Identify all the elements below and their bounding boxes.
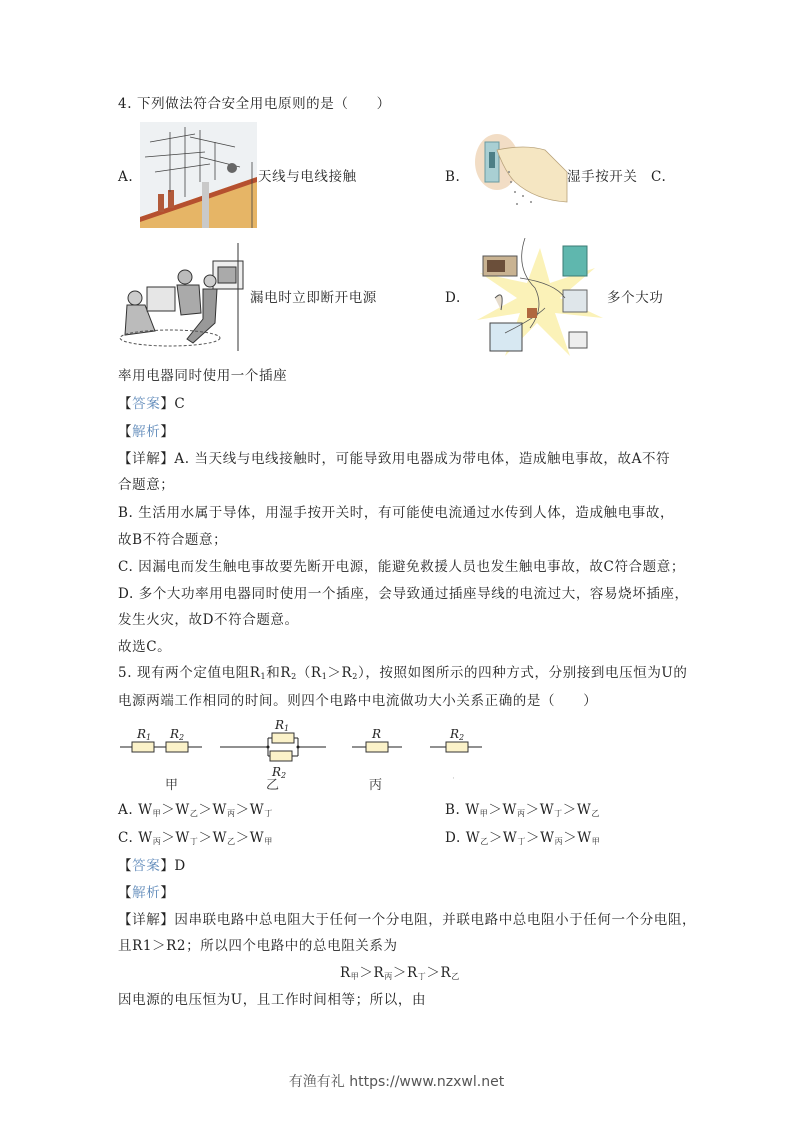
q4-option-c-letter: C. [651, 169, 667, 185]
sub: 丁 [189, 837, 199, 846]
stem-part: ），按照如图所示的四种方式，分别接到电压恒为U的 [357, 665, 688, 681]
q4-stem: 4. 下列做法符合安全用电原则的是（ ） [118, 96, 391, 112]
detail-label: 【详解】 [118, 451, 175, 467]
option-letter: A. [118, 802, 134, 818]
sub: 丁 [417, 972, 427, 981]
q5-option-a: A. $W_甲>W_乙>W_丙>W_丁$ [118, 802, 273, 818]
analysis-label: 【解析】 [118, 424, 175, 440]
sub: 丙 [554, 837, 564, 846]
q4-option-b-caption: 湿手按开关 [567, 169, 638, 185]
q4-option-c-caption: 漏电时立即断开电源 [250, 290, 377, 306]
q4-option-d-caption-continued: 率用电器同时使用一个插座 [118, 368, 288, 384]
svg-text:R2: R2 [450, 727, 465, 742]
circuit-single-r2 [430, 727, 482, 752]
q4-option-a-caption: 天线与电线接触 [258, 169, 357, 185]
q5-detail-line-2: 且R1＞R2；所以四个电路中的总电阻关系为 [118, 938, 398, 954]
answer-label: 【答案】 [118, 396, 175, 412]
q4-detail-line-2: 合题意； [118, 477, 175, 493]
answer-value: C [174, 396, 186, 412]
detail-label: 【详解】 [118, 912, 175, 928]
q5-option-c: C. $W_丙>W_丁>W_乙>W_甲$ [118, 830, 273, 846]
stem-part: 5. 现有两个定值电阻R [118, 665, 261, 681]
option-letter: D. [445, 830, 461, 846]
sub: 甲 [591, 837, 601, 846]
sub: 乙 [591, 809, 600, 818]
sub: 甲 [479, 809, 489, 818]
q4-detail-line-4: 故B不符合题意； [118, 532, 228, 548]
q4-detail-line-1 [118, 450, 670, 468]
sub: 乙 [451, 972, 460, 981]
antenna-rooftop-image [140, 122, 257, 228]
sub: 丁 [517, 837, 527, 846]
circuit-label-bing: 丙 [369, 778, 383, 793]
circuit-label-jia: 甲 [165, 778, 179, 793]
sub: 甲 [350, 972, 360, 981]
q4-detail-line-8: 故选C。 [118, 639, 172, 655]
stem-part: ＞R [327, 665, 353, 681]
analysis-label: 【解析】 [118, 885, 175, 901]
sub: 丁 [554, 809, 563, 818]
q5-stem-line-1: 5. 现有两个定值电阻$R_1$和$R_2(R_1>R_2)$，按照如图所示的四种方式，分别接到电压恒为U的 [118, 665, 688, 681]
sub: 甲 [152, 809, 162, 818]
q4-option-d-letter: D. [445, 290, 461, 306]
sub: 乙 [480, 837, 489, 846]
sub: 丙 [516, 809, 526, 818]
sub: 甲 [264, 837, 273, 846]
svg-text:R2: R2 [272, 765, 287, 780]
svg-text:R2: R2 [170, 727, 185, 742]
sub: 丙 [384, 972, 393, 981]
sub: 乙 [227, 837, 236, 846]
q4-detail-line-5: C. 因漏电而发生触电事故要先断开电源，能避免救援人员也发生触电事故，故C符合题意； [118, 559, 685, 575]
circuit-single-r [352, 727, 402, 752]
answer-label: 【答案】 [118, 858, 175, 874]
footer-watermark: 有渔有礼 https://www.nzxwl.net [288, 1074, 505, 1090]
sub: 丁 [264, 809, 273, 818]
option-letter: C. [118, 830, 134, 846]
q4-option-d-caption: 多个大功 [607, 290, 664, 306]
sub: 丙 [227, 809, 236, 818]
q4-option-a-letter: A. [118, 169, 134, 185]
circuit-label-ding: · [452, 774, 455, 784]
q5-detail-line-3: 因电源的电压恒为U，且工作时间相等；所以，由 [118, 992, 427, 1008]
sub: 丙 [152, 837, 162, 846]
option-letter: B. [445, 802, 461, 818]
circuit-label-yi: 乙 [266, 778, 280, 793]
q4-option-b-letter: B. [445, 169, 461, 185]
q5-stem-line-2: 电源两端工作相同的时间。则四个电路中电流做功大小关系正确的是（ ） [118, 693, 598, 709]
svg-text:R1: R1 [275, 718, 290, 733]
svg-text:R: R [372, 727, 382, 741]
stem-part: （R [296, 665, 322, 681]
overloaded-socket-image [475, 238, 605, 360]
answer-value: D [174, 858, 186, 874]
detail-text: A. 当天线与电线接触时，可能导致用电器成为带电体，造成触电事故，故A不符 [174, 451, 671, 467]
q5-option-b: B. $W_甲>W_丙>W_丁>W_乙$ [445, 802, 600, 818]
q4-detail-line-7: 发生火灾，故D不符合题意。 [118, 612, 299, 628]
q4-answer [118, 395, 185, 413]
circuit-parallel [220, 718, 326, 780]
q5-option-d: D. $W_乙>W_丁>W_丙>W_甲$ [445, 830, 601, 846]
q5-analysis-label [118, 884, 174, 902]
stem-part: 和R [266, 665, 292, 681]
detail-text: 因串联电路中总电阻大于任何一个分电阻，并联电路中总电阻小于任何一个分电阻， [174, 912, 697, 928]
q4-detail-line-6: D. 多个大功率用电器同时使用一个插座，会导致通过插座导线的电流过大，容易烧坏插座， [118, 586, 689, 602]
svg-text:R1: R1 [137, 727, 152, 742]
q5-detail-line-1 [118, 911, 696, 929]
q4-detail-line-3: B. 生活用水属于导体，用湿手按开关时，有可能使电流通过水传到人体，造成触电事故， [118, 505, 675, 521]
cut-power-image [115, 243, 247, 351]
q5-resistance-relation: $R_甲>R_丙>R_丁>R_乙$ [340, 965, 460, 981]
q5-answer [118, 857, 186, 875]
circuit-series [120, 727, 202, 752]
q4-analysis-label [118, 423, 174, 441]
wet-hand-switch-image [475, 132, 570, 217]
sub: 乙 [189, 809, 199, 818]
